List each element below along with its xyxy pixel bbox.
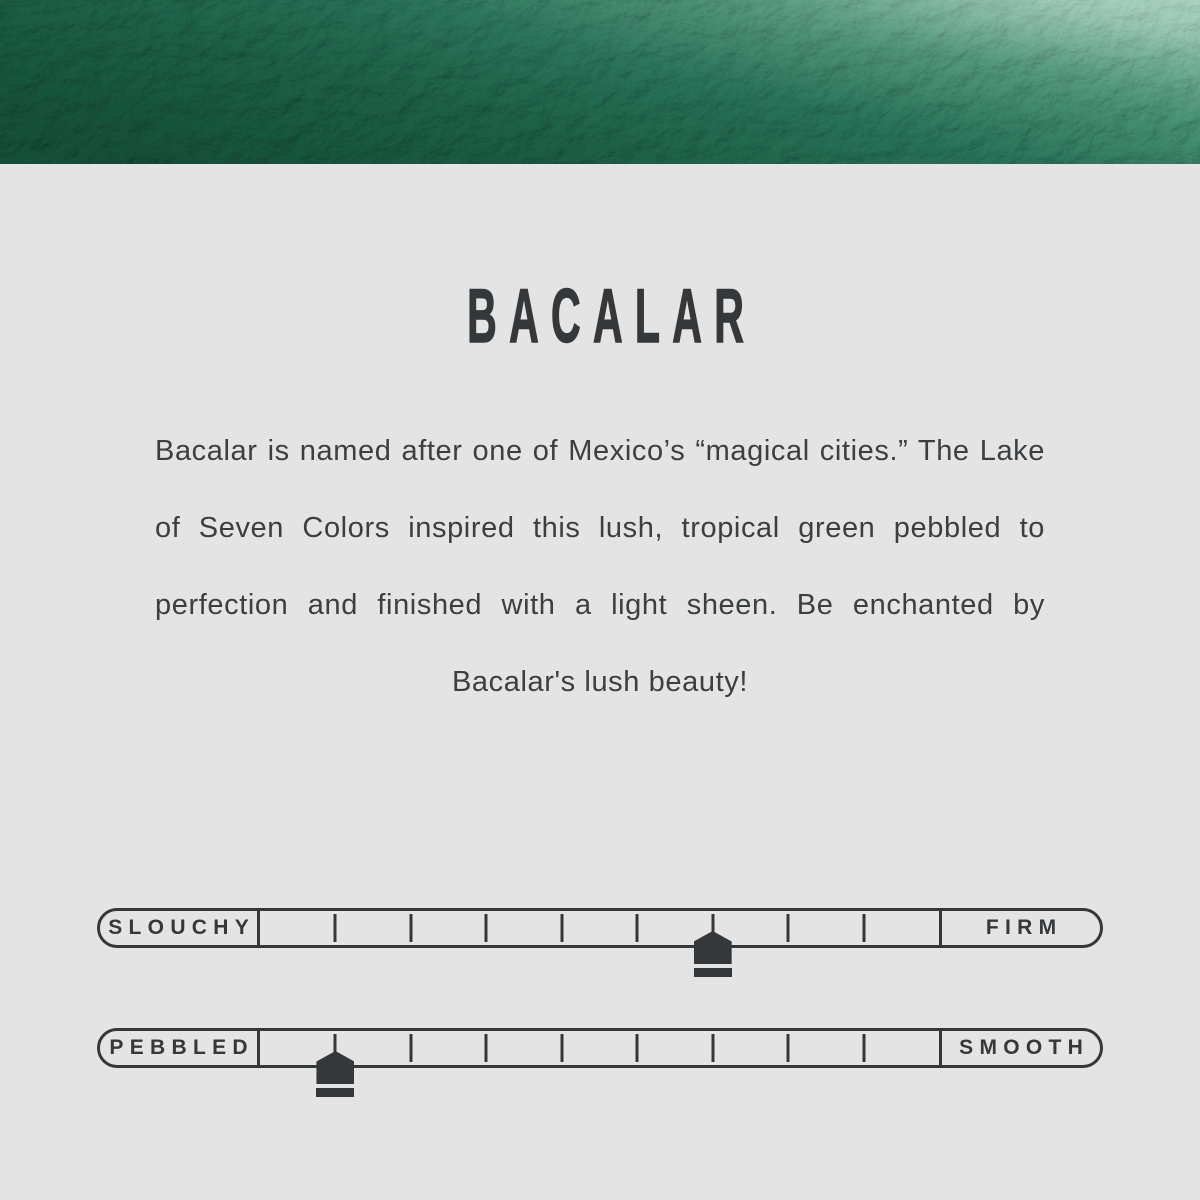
scale-tick xyxy=(787,1034,790,1062)
page-title-text: BACALAR xyxy=(466,274,756,359)
scale-tick xyxy=(711,914,714,942)
scale-tick xyxy=(636,1034,639,1062)
marker-nib-icon xyxy=(694,931,732,964)
scale-tick xyxy=(334,914,337,942)
marker-base-bar xyxy=(316,1088,354,1097)
scale-tick xyxy=(485,1034,488,1062)
scale-right-label: SMOOTH xyxy=(959,1036,1090,1059)
scale-tick xyxy=(334,1034,337,1062)
scale-right-label: FIRM xyxy=(985,916,1063,939)
scale-tick xyxy=(787,914,790,942)
scale-pebbled-smooth xyxy=(97,1028,1103,1068)
scale-left-label: PEBBLED xyxy=(109,1036,254,1059)
scale-track xyxy=(260,911,939,945)
scale-tick xyxy=(711,1034,714,1062)
scale-track xyxy=(260,1031,939,1065)
marker-base-bar xyxy=(694,968,732,977)
product-description: Bacalar is named after one of Mexico’s “magical cities.” The Lake of Seven Colors inspired this lush, tropical green pebbled to perfection and finished with a light sheen. Be enchanted by Bacalar's lush beauty! xyxy=(155,435,1045,698)
scale-tick xyxy=(485,914,488,942)
scale-slouchy-firm xyxy=(97,908,1103,948)
scale-left-cell xyxy=(100,911,260,945)
scale-position-marker-icon xyxy=(316,1051,354,1097)
scale-tick xyxy=(409,1034,412,1062)
page-title xyxy=(0,274,1200,360)
scale-right-cell xyxy=(939,911,1100,945)
marker-nib-icon xyxy=(316,1051,354,1084)
leather-texture-image xyxy=(0,0,1200,164)
leather-texture-banner xyxy=(0,0,1200,164)
scale-tick xyxy=(862,1034,865,1062)
scale-tick xyxy=(409,914,412,942)
scale-left-label: SLOUCHY xyxy=(108,916,256,939)
scale-tick xyxy=(560,914,563,942)
scale-tick xyxy=(560,1034,563,1062)
scale-tick xyxy=(862,914,865,942)
scale-position-marker-icon xyxy=(694,931,732,977)
scale-left-cell xyxy=(100,1031,260,1065)
scale-right-cell xyxy=(939,1031,1100,1065)
scale-tick xyxy=(636,914,639,942)
